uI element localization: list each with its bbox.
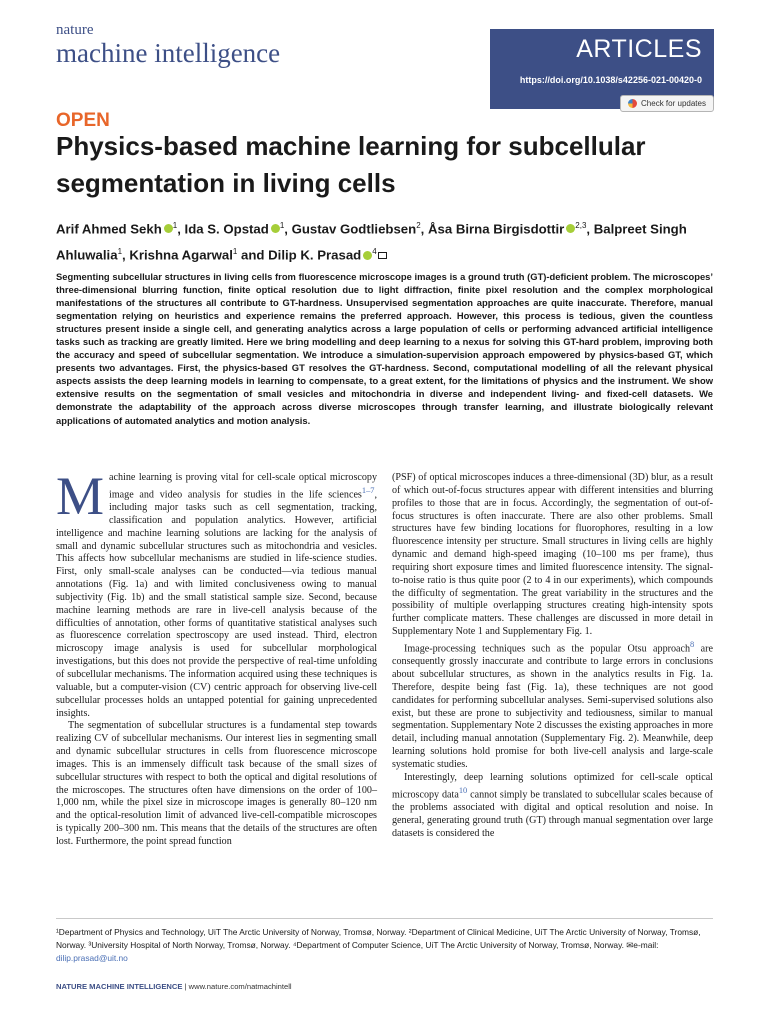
abstract: Segmenting subcellular structures in living cells from fluorescence microscope images is a ground truth (GT)-deficient problem. The microscopes’ three-dimensional blurring function, finite optical resolution due to light diffraction, finite pixel resolution and the complex morphological manifestations of the structures all contribute to GT-hardness. Unsupervised segmentation approaches are quite inaccurate. Therefore, manual segmentation relying on heuristics and experience remains the preferred approach. However, this process is tedious, given the countless structures present inside a single cell, and generating analytics across a large population of cells or performing advanced artificial intelligence tasks such as tracking are greatly limited. Here we bring modelling and deep learning to a nexus for solving this GT-hard problem, improving both the accuracy and speed of subcellular segmentation. We introduce a simulation-supervision approach empowered by physics-based GT, which presents two advantages. First, the physics-based GT resolves the GT-hardness. Second, computational modelling of all the relevant physical aspects assists the deep learning models in learning to compensate, to a great extent, for the limitations of physics and the instrument. We show extensive results on the segmentation of small vesicles and mitochondria in diverse and independent living- and fixed-cell datasets. We demonstrate the adaptability of the approach across diverse microscopes through transfer learning, and illustrate biologically relevant applications of automated analytics and motion analysis. (56, 271, 713, 426)
author-name[interactable]: Ida S. Opstad (184, 221, 269, 237)
paragraph: The segmentation of subcellular structures is a fundamental step towards realizing CV of subcellular mechanisms. Our interest lies in segmenting small and dynamic subcellular structures in cells from fluorescence microscope images. This is an immensely difficult task because of the small sizes of subcellular structures with respect to both the optical and digital resolutions of the microscopes. The structures often have dimensions on the order of 100–1,000 nm, while the pixel size in microscope images is generally 80–120 nm and the optical-resolution limit of advanced live-cell-compatible microscopes is typically 200–300 nm. This means that the details of the structures are often lost. Furthermore, the point spread function (56, 720, 377, 847)
author-name[interactable]: Balpreet Singh Ahluwalia (56, 221, 687, 263)
author-separator: , (284, 221, 292, 237)
check-for-updates-label: Check for updates (641, 99, 706, 108)
author-name[interactable]: Dilip K. Prasad (268, 247, 362, 263)
author-list (56, 214, 736, 267)
footer-journal: NATURE MACHINE INTELLIGENCE (56, 982, 183, 991)
affiliation-marker: 4 (372, 247, 377, 257)
author-name[interactable]: Åsa Birna Birgisdottir (427, 221, 565, 237)
page-footer (56, 982, 292, 991)
article-type-label: ARTICLES (576, 35, 702, 63)
author-separator: , (177, 221, 185, 237)
crossmark-icon (628, 99, 637, 108)
body-column-left (56, 466, 377, 849)
doi-link[interactable]: https://doi.org/10.1038/s42256-021-00420-0 (519, 75, 702, 85)
body-column-right (392, 472, 713, 840)
author-separator: and (237, 247, 269, 263)
envelope-icon[interactable] (378, 252, 387, 259)
author-separator: , (586, 221, 594, 237)
author-name[interactable]: Arif Ahmed Sekh (56, 221, 162, 237)
orcid-icon[interactable] (566, 224, 575, 233)
citation-link[interactable]: 8 (690, 639, 695, 649)
check-for-updates-button[interactable] (620, 95, 714, 112)
article-title: Physics-based machine learning for subcellular segmentation in living cells (56, 131, 646, 198)
affiliation-marker: 1 (279, 221, 285, 230)
email-link[interactable]: dilip.prasad@uit.no (56, 953, 128, 963)
affiliation-marker: 2 (416, 221, 421, 230)
journal-header (56, 22, 714, 84)
affiliation-marker: 1 (232, 247, 238, 257)
footer-url[interactable]: | www.nature.com/natmachintell (182, 982, 292, 991)
affiliation-marker: 1 (172, 221, 178, 230)
affiliation-marker: 1 (117, 247, 123, 257)
paragraph: Image-processing techniques such as the popular Otsu approach$^8$ are consequently grossly inaccurate and contribute to large errors in conclusions about subcellular structures, as shown in the analytics results in Fig. 1a. Therefore, despite being fast (Fig. 1a), these techniques are not good candidates for performing subcellular analyses. Semi-supervised solutions also exist, but these are prone to subjectivity and tediousness, similar to manual segmentation. Supplementary Note 2 discusses the existing approaches in more detail, including manual annotation (Supplementary Fig. 2). Meanwhile, deep learning solutions hold promise for both live-cell analysis and large-scale systematic studies. (392, 639, 713, 770)
citation-link[interactable]: 1–7 (361, 485, 375, 495)
affiliations: ¹Department of Physics and Technology, UiT The Arctic University of Norway, Tromsø, Norway. ²Department of Clinical Medicine, UiT The Arctic University of Norway, Tromsø, Norway. ³University Hospital of North Norway, Tromsø, Norway. ⁴Department of Computer Science, UiT The Arctic University of Norway, Tromsø, Norway. ✉e-mail: dilip.prasad@uit.no (56, 927, 701, 963)
logo-small-text: nature (56, 22, 94, 38)
logo-big-text: machine intelligence (56, 38, 281, 68)
author-name[interactable]: Gustav Godtliebsen (291, 221, 417, 237)
affiliation-marker: 2,3 (575, 221, 587, 230)
orcid-icon[interactable] (363, 251, 372, 260)
dropcap: M (56, 466, 105, 526)
journal-logo[interactable] (56, 22, 280, 68)
paragraph: Machine learning is proving vital for cell-scale optical microscopy image and video analysis for studies in the life sciences$^{1-7}$, including major tasks such as cell segmentation, tracking, classification and population analytics. However, artificial intelligence and machine learning solutions are lacking for the analysis of small and dynamic subcellular structures such as mitochondria and vesicles. This affects how subcellular mechanisms are studied in life-science studies. First, only small-scale analyses can be conducted—via tedious manual annotations (Fig. 1a) and with limited conclusiveness owing to manual subjectivity (Fig. 1b) and the small statistical sample size. Second, because machine learning methods are rare in live-cell analysis because of the difficulties of annotation, other forms of quantitative statistical analyses such as fluorescence correlation spectroscopy are used instead. Third, electron microscopy image analysis is used for subcellular morphological investigations, but this does not provide the perspective of real-time unfolding of subcellular mechanisms. The information acquired using these techniques is valuable, but a computer-vision (CV) centric approach for observing live-cell subcellular processes holds an untapped potential for gaining unprecedented insights. (56, 466, 377, 719)
footnote-divider (56, 918, 713, 919)
author-separator: , (122, 247, 130, 263)
author-separator: , (420, 221, 428, 237)
orcid-icon[interactable] (164, 224, 173, 233)
author-name[interactable]: Krishna Agarwal (129, 247, 233, 263)
orcid-icon[interactable] (271, 224, 280, 233)
paragraph: Interestingly, deep learning solutions optimized for cell-scale optical microscopy data$^{10}$ cannot simply be translated to subcellular scales because of the problems associated with digital and optical resolution and noise. In general, generating ground truth (GT) through manual segmentation over large datasets is considered the (392, 771, 713, 839)
paragraph: (PSF) of optical microscopes induces a three-dimensional (3D) blur, as a result of which out-of-focus structures appear with different intensities and blurring profiles to those that are in focus. Accordingly, the segmentation of out-of-focus structures is often inaccurate. There are also other problems. Small structures have few binding locations for fluorophores, resulting in a low fluorescence intensity per structure. Small structures in living cells are highly dynamic and demand high-speed imaging (10–100 ms per frame), thus requiring short exposure times and limited fluorescence intensity. The signal-to-noise ratio is thus quite poor (2 to 4 in our experiments), which compounds the difficulty of segmentation. The great variability in the structures and the possibility of multiple overlapping structures creating high-intensity spots further complicate matters. These challenges are discussed in more detail in Supplementary Note 1 and Supplementary Fig. 1. (392, 472, 713, 638)
citation-link[interactable]: 10 (458, 785, 468, 795)
open-access-label: OPEN (56, 110, 110, 131)
